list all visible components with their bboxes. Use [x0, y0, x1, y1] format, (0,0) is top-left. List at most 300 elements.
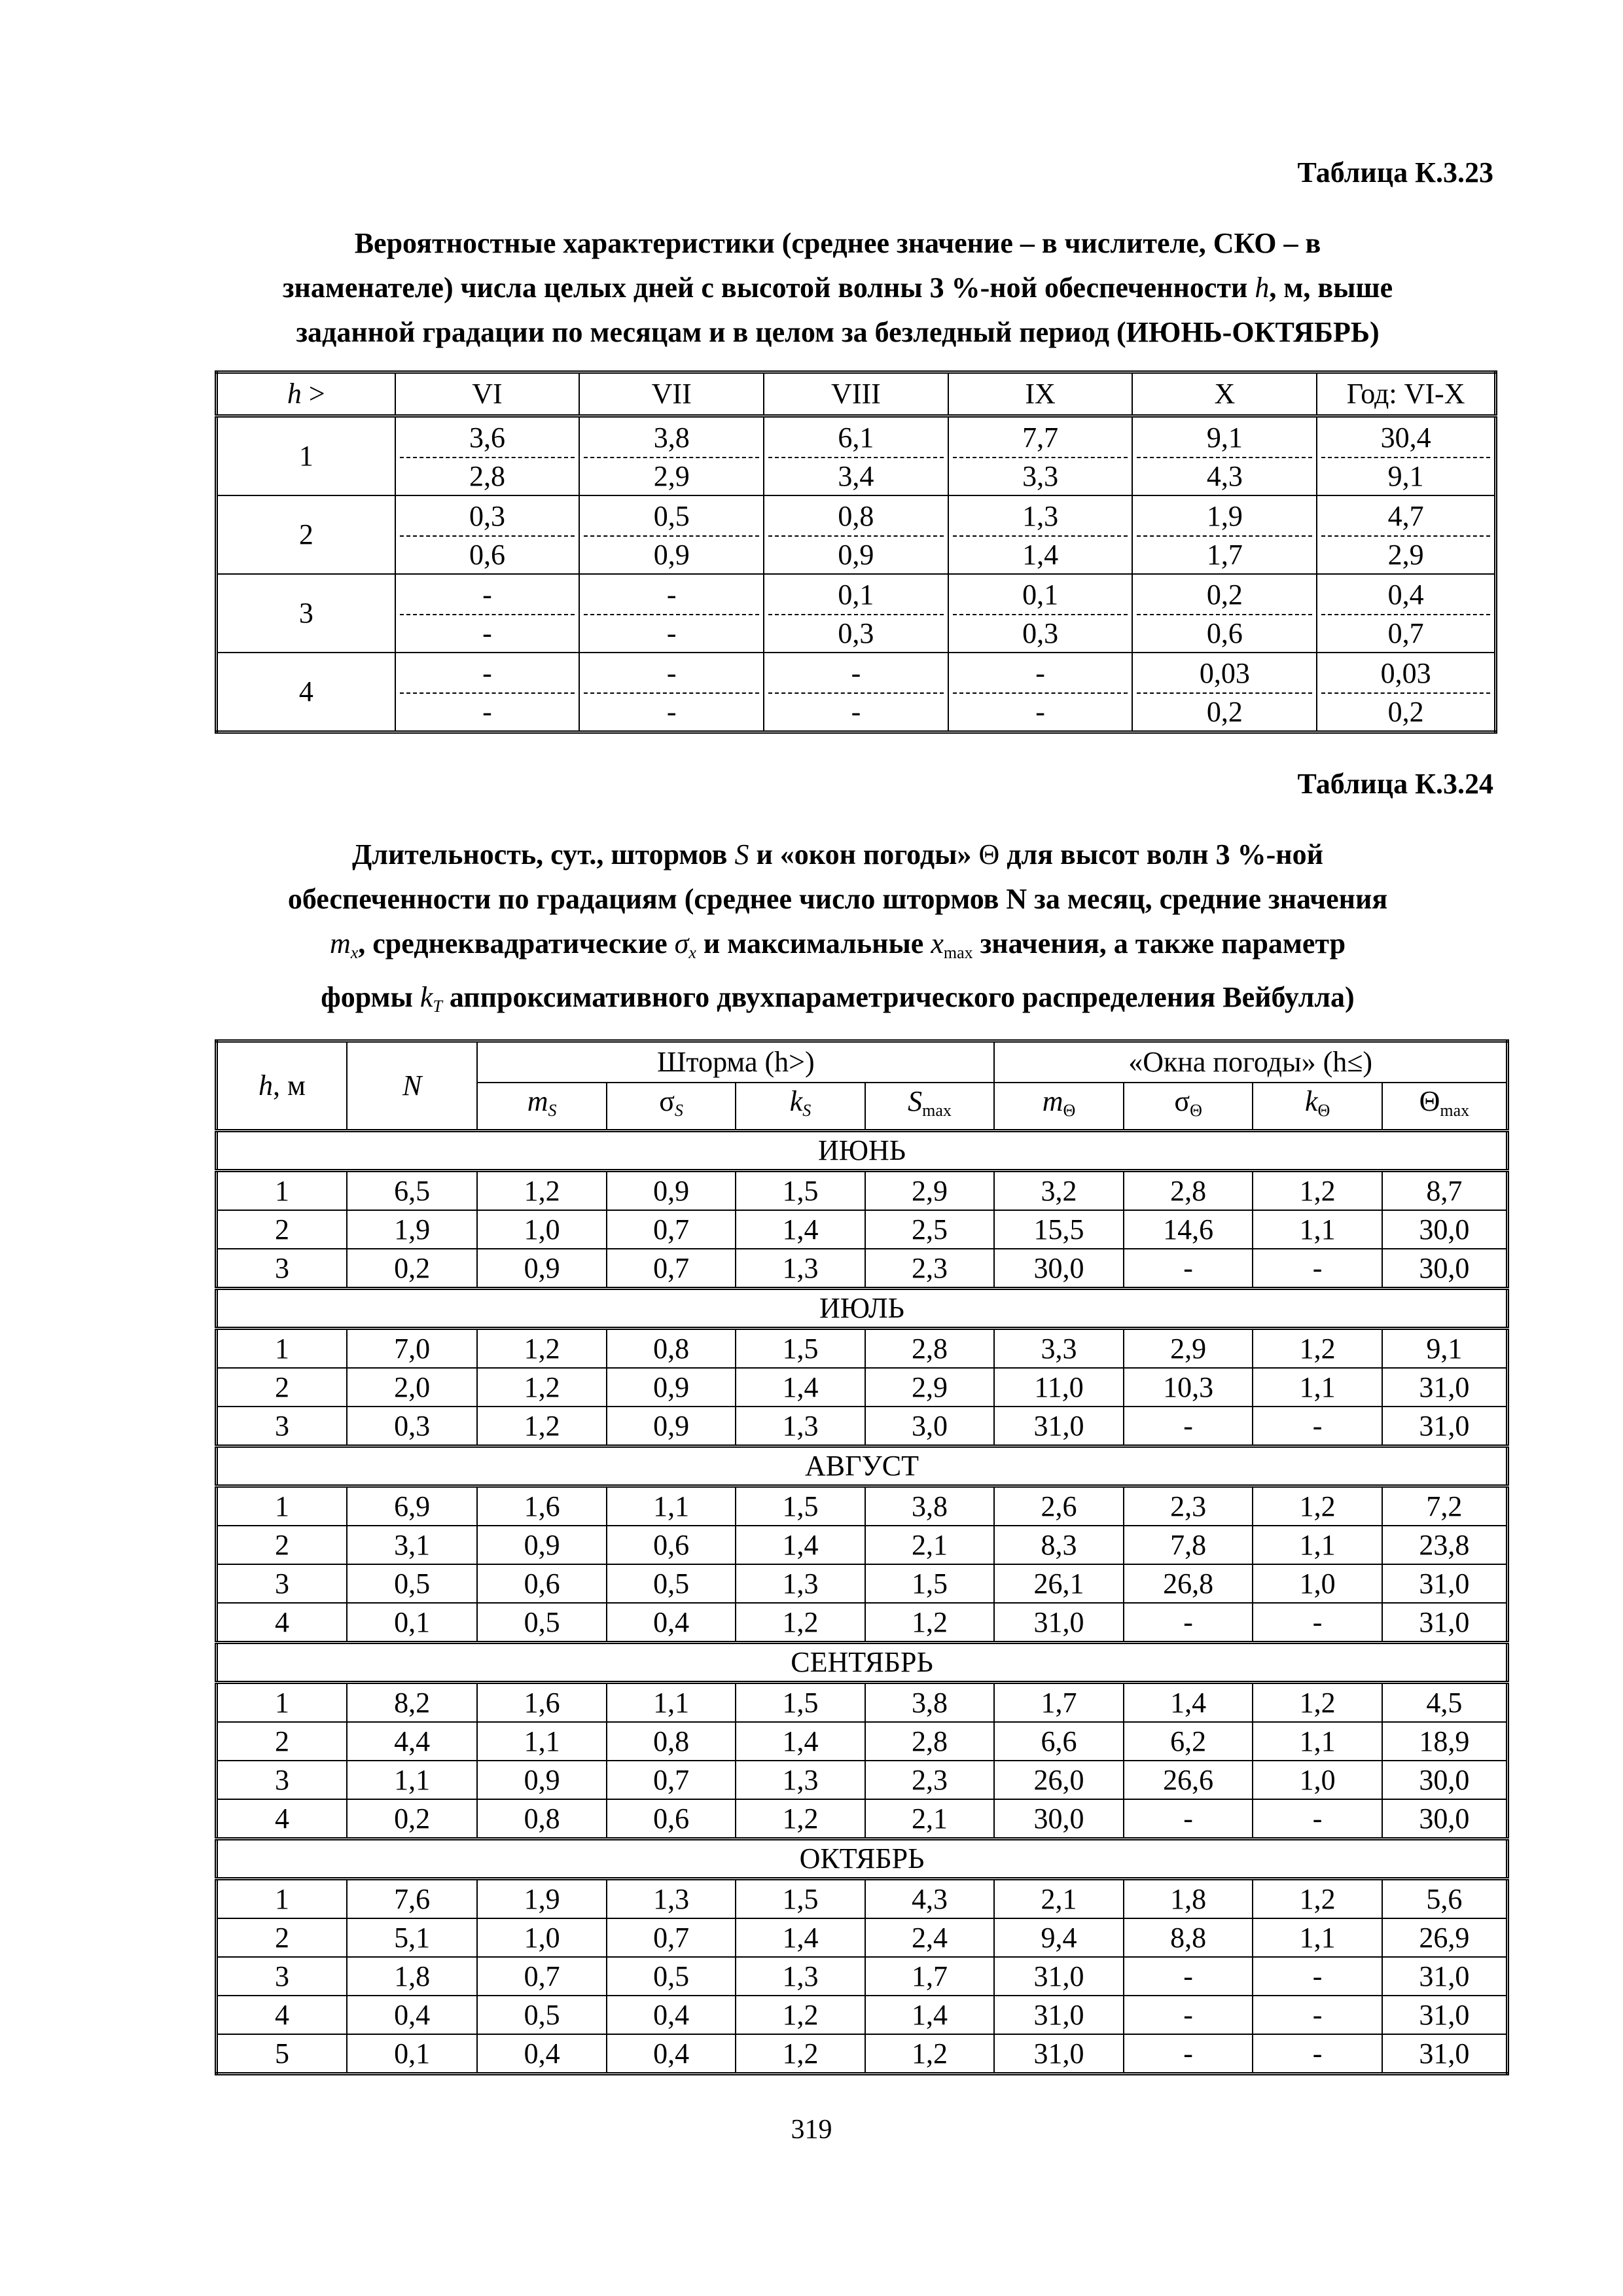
sd-value: 2,9: [1387, 539, 1424, 571]
header-month: VI: [395, 372, 580, 416]
header-parameter: [1253, 1083, 1382, 1131]
mean-value: 3,6: [400, 419, 575, 458]
table-cell: 1,5: [865, 1564, 995, 1603]
table-cell: 5: [217, 2034, 347, 2074]
table-row: [217, 1171, 1508, 1211]
table-cell: 1,4: [736, 1368, 865, 1407]
fraction-cell: [579, 495, 764, 574]
table-cell: 1,5: [736, 1329, 865, 1369]
header-n-symbol: N: [402, 1069, 422, 1102]
table-cell: 1,0: [1253, 1564, 1382, 1603]
table-cell: 1,5: [736, 1171, 865, 1211]
table-cell: 0,7: [477, 1957, 606, 1996]
table-cell: 1,3: [736, 1407, 865, 1446]
caption-subscript: x: [350, 943, 359, 962]
table-cell: 0,5: [607, 1957, 736, 1996]
table-cell: 1,2: [736, 1603, 865, 1643]
table-row: [217, 1722, 1508, 1761]
table-cell: 0,5: [477, 1996, 606, 2034]
table-cell: 0,6: [607, 1526, 736, 1564]
table-cell: 26,6: [1124, 1761, 1253, 1799]
sd-value: 0,9: [653, 539, 690, 571]
table-cell: 8,3: [994, 1526, 1124, 1564]
fraction-cell: [395, 574, 580, 653]
table-cell: 1: [217, 1171, 347, 1211]
caption-text: знаменателе) числа целых дней с высотой волны 3 %-ной обеспеченности: [282, 272, 1248, 304]
table-cell: 26,0: [994, 1761, 1124, 1799]
table-cell: 1,3: [736, 1564, 865, 1603]
table-cell: 23,8: [1382, 1526, 1508, 1564]
table-cell: 1,1: [1253, 1526, 1382, 1564]
sd-value: 0,3: [1022, 617, 1059, 649]
table-cell: 1,2: [1253, 1683, 1382, 1723]
table-cell: 2,1: [994, 1879, 1124, 1919]
sd-value: 3,3: [1022, 460, 1059, 492]
table-cell: 1,2: [477, 1368, 606, 1407]
table-cell: 2,0: [347, 1368, 477, 1407]
table-cell: 1,2: [736, 1799, 865, 1839]
table-cell: 7,8: [1124, 1526, 1253, 1564]
table-row: [217, 1996, 1508, 2034]
table-cell: 1,5: [736, 1486, 865, 1526]
fraction-cell: [948, 653, 1133, 732]
caption-subscript: max: [943, 943, 973, 962]
table-cell: 1,1: [1253, 1368, 1382, 1407]
table-row: [217, 1603, 1508, 1643]
header-h: [217, 1041, 347, 1131]
sd-value: 9,1: [1387, 460, 1424, 492]
table-cell: 1,0: [477, 1210, 606, 1249]
table-cell: 30,0: [1382, 1210, 1508, 1249]
param-symbol: S: [908, 1085, 923, 1117]
table-cell: 1,4: [736, 1526, 865, 1564]
sd-value: 0,9: [838, 539, 874, 571]
table-cell: 2: [217, 1368, 347, 1407]
table-cell: 1,3: [736, 1957, 865, 1996]
table-cell: 2,6: [994, 1486, 1124, 1526]
table-cell: 1,7: [865, 1957, 995, 1996]
header-h-symbol: h: [259, 1069, 274, 1102]
mean-value: 6,1: [768, 419, 944, 458]
table-row: [217, 1761, 1508, 1799]
table-cell: 31,0: [1382, 1407, 1508, 1446]
fraction-cell: [1317, 416, 1495, 496]
table-24-caption: [190, 833, 1486, 1029]
fraction-cell: [395, 653, 580, 732]
caption-variable: m: [329, 927, 351, 960]
table-cell: 1,5: [736, 1879, 865, 1919]
table-row: [217, 1879, 1508, 1919]
caption-variable: x: [931, 927, 944, 960]
param-symbol: Θ: [1419, 1085, 1440, 1117]
table-cell: 0,3: [347, 1407, 477, 1446]
table-cell: 0,9: [607, 1171, 736, 1211]
table-cell: 1,4: [1124, 1683, 1253, 1723]
table-23: [215, 370, 1497, 734]
month-name: АВГУСТ: [217, 1446, 1508, 1486]
table-cell: 2,9: [865, 1171, 995, 1211]
caption-variable: h: [1255, 272, 1270, 304]
header-h-symbol: h: [287, 378, 302, 410]
table-cell: 0,1: [347, 1603, 477, 1643]
table-cell: 3,0: [865, 1407, 995, 1446]
caption-line: [190, 833, 1486, 877]
table-cell: 0,1: [347, 2034, 477, 2074]
table-cell: 6,9: [347, 1486, 477, 1526]
table-cell: 26,9: [1382, 1918, 1508, 1957]
table-cell: -: [1253, 2034, 1382, 2074]
table-cell: 1: [217, 1879, 347, 1919]
mean-value: 0,1: [768, 576, 944, 615]
table-cell: 11,0: [994, 1368, 1124, 1407]
table-cell: 4: [217, 1603, 347, 1643]
table-cell: 0,4: [607, 2034, 736, 2074]
table-cell: 14,6: [1124, 1210, 1253, 1249]
header-storms: Шторма (h>): [477, 1041, 994, 1083]
table-cell: 18,9: [1382, 1722, 1508, 1761]
fraction-cell: [579, 653, 764, 732]
table-row: [217, 1329, 1508, 1369]
table-cell: 30,0: [1382, 1249, 1508, 1289]
fraction-cell: [1132, 416, 1317, 496]
row-h-value: 1: [217, 416, 395, 496]
caption-subscript: x: [688, 943, 696, 962]
sd-value: 0,6: [1206, 617, 1243, 649]
table-cell: 1,1: [347, 1761, 477, 1799]
table-row: [217, 416, 1496, 496]
table-cell: 1,7: [994, 1683, 1124, 1723]
caption-text: Длительность, сут., штормов: [351, 838, 728, 870]
param-subscript: Θ: [1063, 1101, 1076, 1120]
fraction-cell: [764, 495, 948, 574]
table-cell: 31,0: [1382, 1564, 1508, 1603]
caption-text: , среднеквадратические: [358, 927, 668, 960]
table-cell: 2,9: [1124, 1329, 1253, 1369]
table-cell: -: [1124, 1407, 1253, 1446]
table-cell: 1,8: [1124, 1879, 1253, 1919]
table-cell: 1,4: [865, 1996, 995, 2034]
table-row: [217, 1564, 1508, 1603]
sd-value: 0,6: [469, 539, 505, 571]
table-cell: 1,0: [477, 1918, 606, 1957]
table-cell: 1,2: [477, 1407, 606, 1446]
month-name: ИЮЛЬ: [217, 1289, 1508, 1329]
table-cell: 30,0: [994, 1249, 1124, 1289]
fraction-cell: [1132, 653, 1317, 732]
table-cell: 2: [217, 1722, 347, 1761]
mean-value: -: [584, 655, 759, 694]
sd-value: 0,7: [1387, 617, 1424, 649]
table-cell: 3: [217, 1761, 347, 1799]
table-cell: 1,3: [736, 1249, 865, 1289]
table-cell: 4: [217, 1799, 347, 1839]
caption-line: заданной градации по месяцам и в целом за безледный период (ИЮНЬ-ОКТЯБРЬ): [296, 316, 1380, 348]
fraction-cell: [1317, 495, 1495, 574]
param-subscript: S: [802, 1101, 812, 1120]
caption-text: значения, а также параметр: [980, 927, 1346, 960]
mean-value: -: [953, 655, 1128, 694]
month-row: [217, 1131, 1508, 1171]
table-cell: -: [1124, 1996, 1253, 2034]
param-subscript: Θ: [1190, 1101, 1202, 1120]
table-cell: 1,4: [736, 1210, 865, 1249]
table-cell: 1,6: [477, 1683, 606, 1723]
table-row: [217, 1249, 1508, 1289]
table-24-label: Таблица К.3.24: [1297, 768, 1493, 800]
sd-value: 3,4: [838, 460, 874, 492]
mean-value: 0,4: [1321, 576, 1490, 615]
table-cell: 0,5: [607, 1564, 736, 1603]
table-24: [215, 1039, 1509, 2075]
table-cell: 3,1: [347, 1526, 477, 1564]
table-cell: 31,0: [1382, 2034, 1508, 2074]
caption-variable: S: [734, 838, 749, 870]
table-cell: 2,3: [1124, 1486, 1253, 1526]
table-cell: 1,5: [736, 1683, 865, 1723]
param-subscript: max: [1440, 1101, 1470, 1120]
sd-value: -: [482, 696, 492, 728]
table-cell: 31,0: [994, 1407, 1124, 1446]
table-cell: 0,4: [477, 2034, 606, 2074]
fraction-cell: [948, 495, 1133, 574]
table-cell: 2,1: [865, 1799, 995, 1839]
header-month: X: [1132, 372, 1317, 416]
table-cell: 0,4: [347, 1996, 477, 2034]
table-cell: 1,0: [1253, 1761, 1382, 1799]
table-cell: 1,2: [477, 1171, 606, 1211]
mean-value: -: [400, 655, 575, 694]
table-cell: 0,7: [607, 1249, 736, 1289]
table-cell: 1,4: [736, 1918, 865, 1957]
sd-value: 1,4: [1022, 539, 1059, 571]
table-cell: -: [1124, 1249, 1253, 1289]
table-cell: 9,4: [994, 1918, 1124, 1957]
table-header-row: [217, 1041, 1508, 1083]
table-cell: -: [1253, 1957, 1382, 1996]
table-23-label: Таблица К.3.23: [1297, 156, 1493, 188]
table-cell: -: [1124, 1799, 1253, 1839]
table-cell: 2,8: [865, 1329, 995, 1369]
mean-value: 1,9: [1137, 497, 1312, 537]
fraction-cell: [1132, 574, 1317, 653]
table-cell: 6,6: [994, 1722, 1124, 1761]
table-cell: 1: [217, 1486, 347, 1526]
table-cell: 0,7: [607, 1761, 736, 1799]
table-cell: 7,6: [347, 1879, 477, 1919]
table-cell: 5,1: [347, 1918, 477, 1957]
sd-value: 0,2: [1387, 696, 1424, 728]
header-n: [347, 1041, 477, 1131]
table-cell: 2,3: [865, 1761, 995, 1799]
table-cell: 4,5: [1382, 1683, 1508, 1723]
param-symbol: m: [1042, 1085, 1063, 1117]
header-parameter: [607, 1083, 736, 1131]
table-row: [217, 1683, 1508, 1723]
param-subscript: S: [548, 1101, 557, 1120]
month-name: ИЮНЬ: [217, 1131, 1508, 1171]
fraction-cell: [579, 574, 764, 653]
table-cell: 7,0: [347, 1329, 477, 1369]
table-cell: 1,2: [736, 1996, 865, 2034]
table-row: [217, 1957, 1508, 1996]
table-cell: 1,8: [347, 1957, 477, 1996]
fraction-cell: [395, 416, 580, 496]
param-subscript: S: [674, 1101, 683, 1120]
caption-text: аппроксимативного двухпараметрического распределения Вейбулла): [449, 981, 1355, 1013]
mean-value: 4,7: [1321, 497, 1490, 537]
row-h-value: 3: [217, 574, 395, 653]
mean-value: 9,1: [1137, 419, 1312, 458]
caption-line: обеспеченности по градациям (среднее число штормов N за месяц, средние значения: [287, 883, 1388, 915]
table-cell: 0,5: [477, 1603, 606, 1643]
table-cell: -: [1253, 1603, 1382, 1643]
table-cell: 3: [217, 1957, 347, 1996]
table-cell: 8,2: [347, 1683, 477, 1723]
table-cell: 0,9: [477, 1526, 606, 1564]
fraction-cell: [1317, 653, 1495, 732]
param-symbol: k: [789, 1085, 803, 1117]
fraction-cell: [1132, 495, 1317, 574]
table-cell: -: [1124, 1603, 1253, 1643]
table-cell: 4,3: [865, 1879, 995, 1919]
table-cell: 30,0: [1382, 1799, 1508, 1839]
table-cell: 3,8: [865, 1683, 995, 1723]
table-cell: 1: [217, 1329, 347, 1369]
table-cell: 5,6: [1382, 1879, 1508, 1919]
table-cell: 31,0: [994, 2034, 1124, 2074]
header-parameter: [1124, 1083, 1253, 1131]
table-cell: 6,2: [1124, 1722, 1253, 1761]
table-row: [217, 495, 1496, 574]
table-cell: 3: [217, 1407, 347, 1446]
table-cell: 0,7: [607, 1210, 736, 1249]
table-cell: 2,8: [1124, 1171, 1253, 1211]
table-cell: 1,9: [477, 1879, 606, 1919]
row-h-value: 2: [217, 495, 395, 574]
table-cell: 31,0: [1382, 1996, 1508, 2034]
table-cell: 1: [217, 1683, 347, 1723]
mean-value: 0,1: [953, 576, 1128, 615]
table-cell: 30,0: [994, 1799, 1124, 1839]
sd-value: -: [851, 696, 861, 728]
mean-value: 30,4: [1321, 419, 1490, 458]
table-cell: 2,4: [865, 1918, 995, 1957]
table-cell: -: [1253, 1249, 1382, 1289]
header-weather-windows: «Окна погоды» (h≤): [994, 1041, 1507, 1083]
table-cell: 31,0: [994, 1957, 1124, 1996]
table-cell: 0,5: [347, 1564, 477, 1603]
mean-value: 3,8: [584, 419, 759, 458]
caption-text: и «окон погоды»: [756, 838, 972, 870]
caption-text: формы: [321, 981, 413, 1013]
table-cell: 31,0: [1382, 1368, 1508, 1407]
mean-value: 0,03: [1137, 655, 1312, 694]
mean-value: 0,2: [1137, 576, 1312, 615]
table-cell: 0,7: [607, 1918, 736, 1957]
table-cell: 7,2: [1382, 1486, 1508, 1526]
caption-variable: Θ: [978, 838, 1000, 870]
table-cell: 1,9: [347, 1210, 477, 1249]
table-cell: 1,2: [736, 2034, 865, 2074]
table-cell: 0,4: [607, 1996, 736, 2034]
table-cell: 0,2: [347, 1799, 477, 1839]
table-cell: 31,0: [994, 1996, 1124, 2034]
param-symbol: m: [527, 1085, 548, 1117]
month-row: [217, 1839, 1508, 1879]
table-cell: 0,9: [477, 1249, 606, 1289]
table-cell: -: [1253, 1799, 1382, 1839]
table-cell: 0,8: [607, 1329, 736, 1369]
table-cell: 6,5: [347, 1171, 477, 1211]
table-cell: 2,8: [865, 1722, 995, 1761]
mean-value: 0,3: [400, 497, 575, 537]
row-h-value: 4: [217, 653, 395, 732]
header-parameter: [865, 1083, 995, 1131]
table-cell: 1,2: [865, 1603, 995, 1643]
caption-variable: k: [419, 981, 433, 1013]
param-subscript: max: [922, 1101, 952, 1120]
table-row: [217, 1210, 1508, 1249]
sd-value: 2,8: [469, 460, 505, 492]
table-cell: 26,1: [994, 1564, 1124, 1603]
table-cell: 8,8: [1124, 1918, 1253, 1957]
table-cell: 26,8: [1124, 1564, 1253, 1603]
table-cell: 31,0: [1382, 1603, 1508, 1643]
fraction-cell: [1317, 574, 1495, 653]
sd-value: 0,2: [1206, 696, 1243, 728]
table-cell: 9,1: [1382, 1329, 1508, 1369]
table-cell: 3,8: [865, 1486, 995, 1526]
table-cell: 3,3: [994, 1329, 1124, 1369]
table-cell: 1,2: [1253, 1171, 1382, 1211]
mean-value: 7,7: [953, 419, 1128, 458]
mean-value: 0,03: [1321, 655, 1490, 694]
param-symbol: σ: [1174, 1085, 1190, 1117]
param-subscript: Θ: [1317, 1101, 1330, 1120]
table-row: [217, 1486, 1508, 1526]
fraction-cell: [764, 653, 948, 732]
table-cell: 1,2: [1253, 1879, 1382, 1919]
table-cell: 0,2: [347, 1249, 477, 1289]
caption-line: Вероятностные характеристики (среднее значение – в числителе, СКО – в: [354, 227, 1321, 259]
header-h: h >: [217, 372, 395, 416]
sd-value: 1,7: [1206, 539, 1243, 571]
caption-text: и максимальные: [703, 927, 924, 960]
table-cell: 4,4: [347, 1722, 477, 1761]
table-cell: -: [1124, 1957, 1253, 1996]
table-cell: 1,4: [736, 1722, 865, 1761]
sd-value: -: [666, 696, 677, 728]
table-cell: 1,2: [1253, 1329, 1382, 1369]
fraction-cell: [579, 416, 764, 496]
sd-value: 2,9: [653, 460, 690, 492]
table-cell: 3: [217, 1249, 347, 1289]
table-cell: 0,8: [477, 1799, 606, 1839]
table-cell: 1,1: [607, 1486, 736, 1526]
table-cell: 0,4: [607, 1603, 736, 1643]
table-cell: 1,1: [477, 1722, 606, 1761]
mean-value: 0,8: [768, 497, 944, 537]
table-cell: 1,1: [1253, 1210, 1382, 1249]
caption-line: [190, 266, 1486, 310]
fraction-cell: [948, 416, 1133, 496]
page-number: 319: [791, 2115, 832, 2145]
mean-value: -: [584, 576, 759, 615]
table-23-caption: [190, 221, 1486, 355]
table-cell: 8,7: [1382, 1171, 1508, 1211]
caption-line: [190, 975, 1486, 1029]
sd-value: -: [482, 617, 492, 649]
